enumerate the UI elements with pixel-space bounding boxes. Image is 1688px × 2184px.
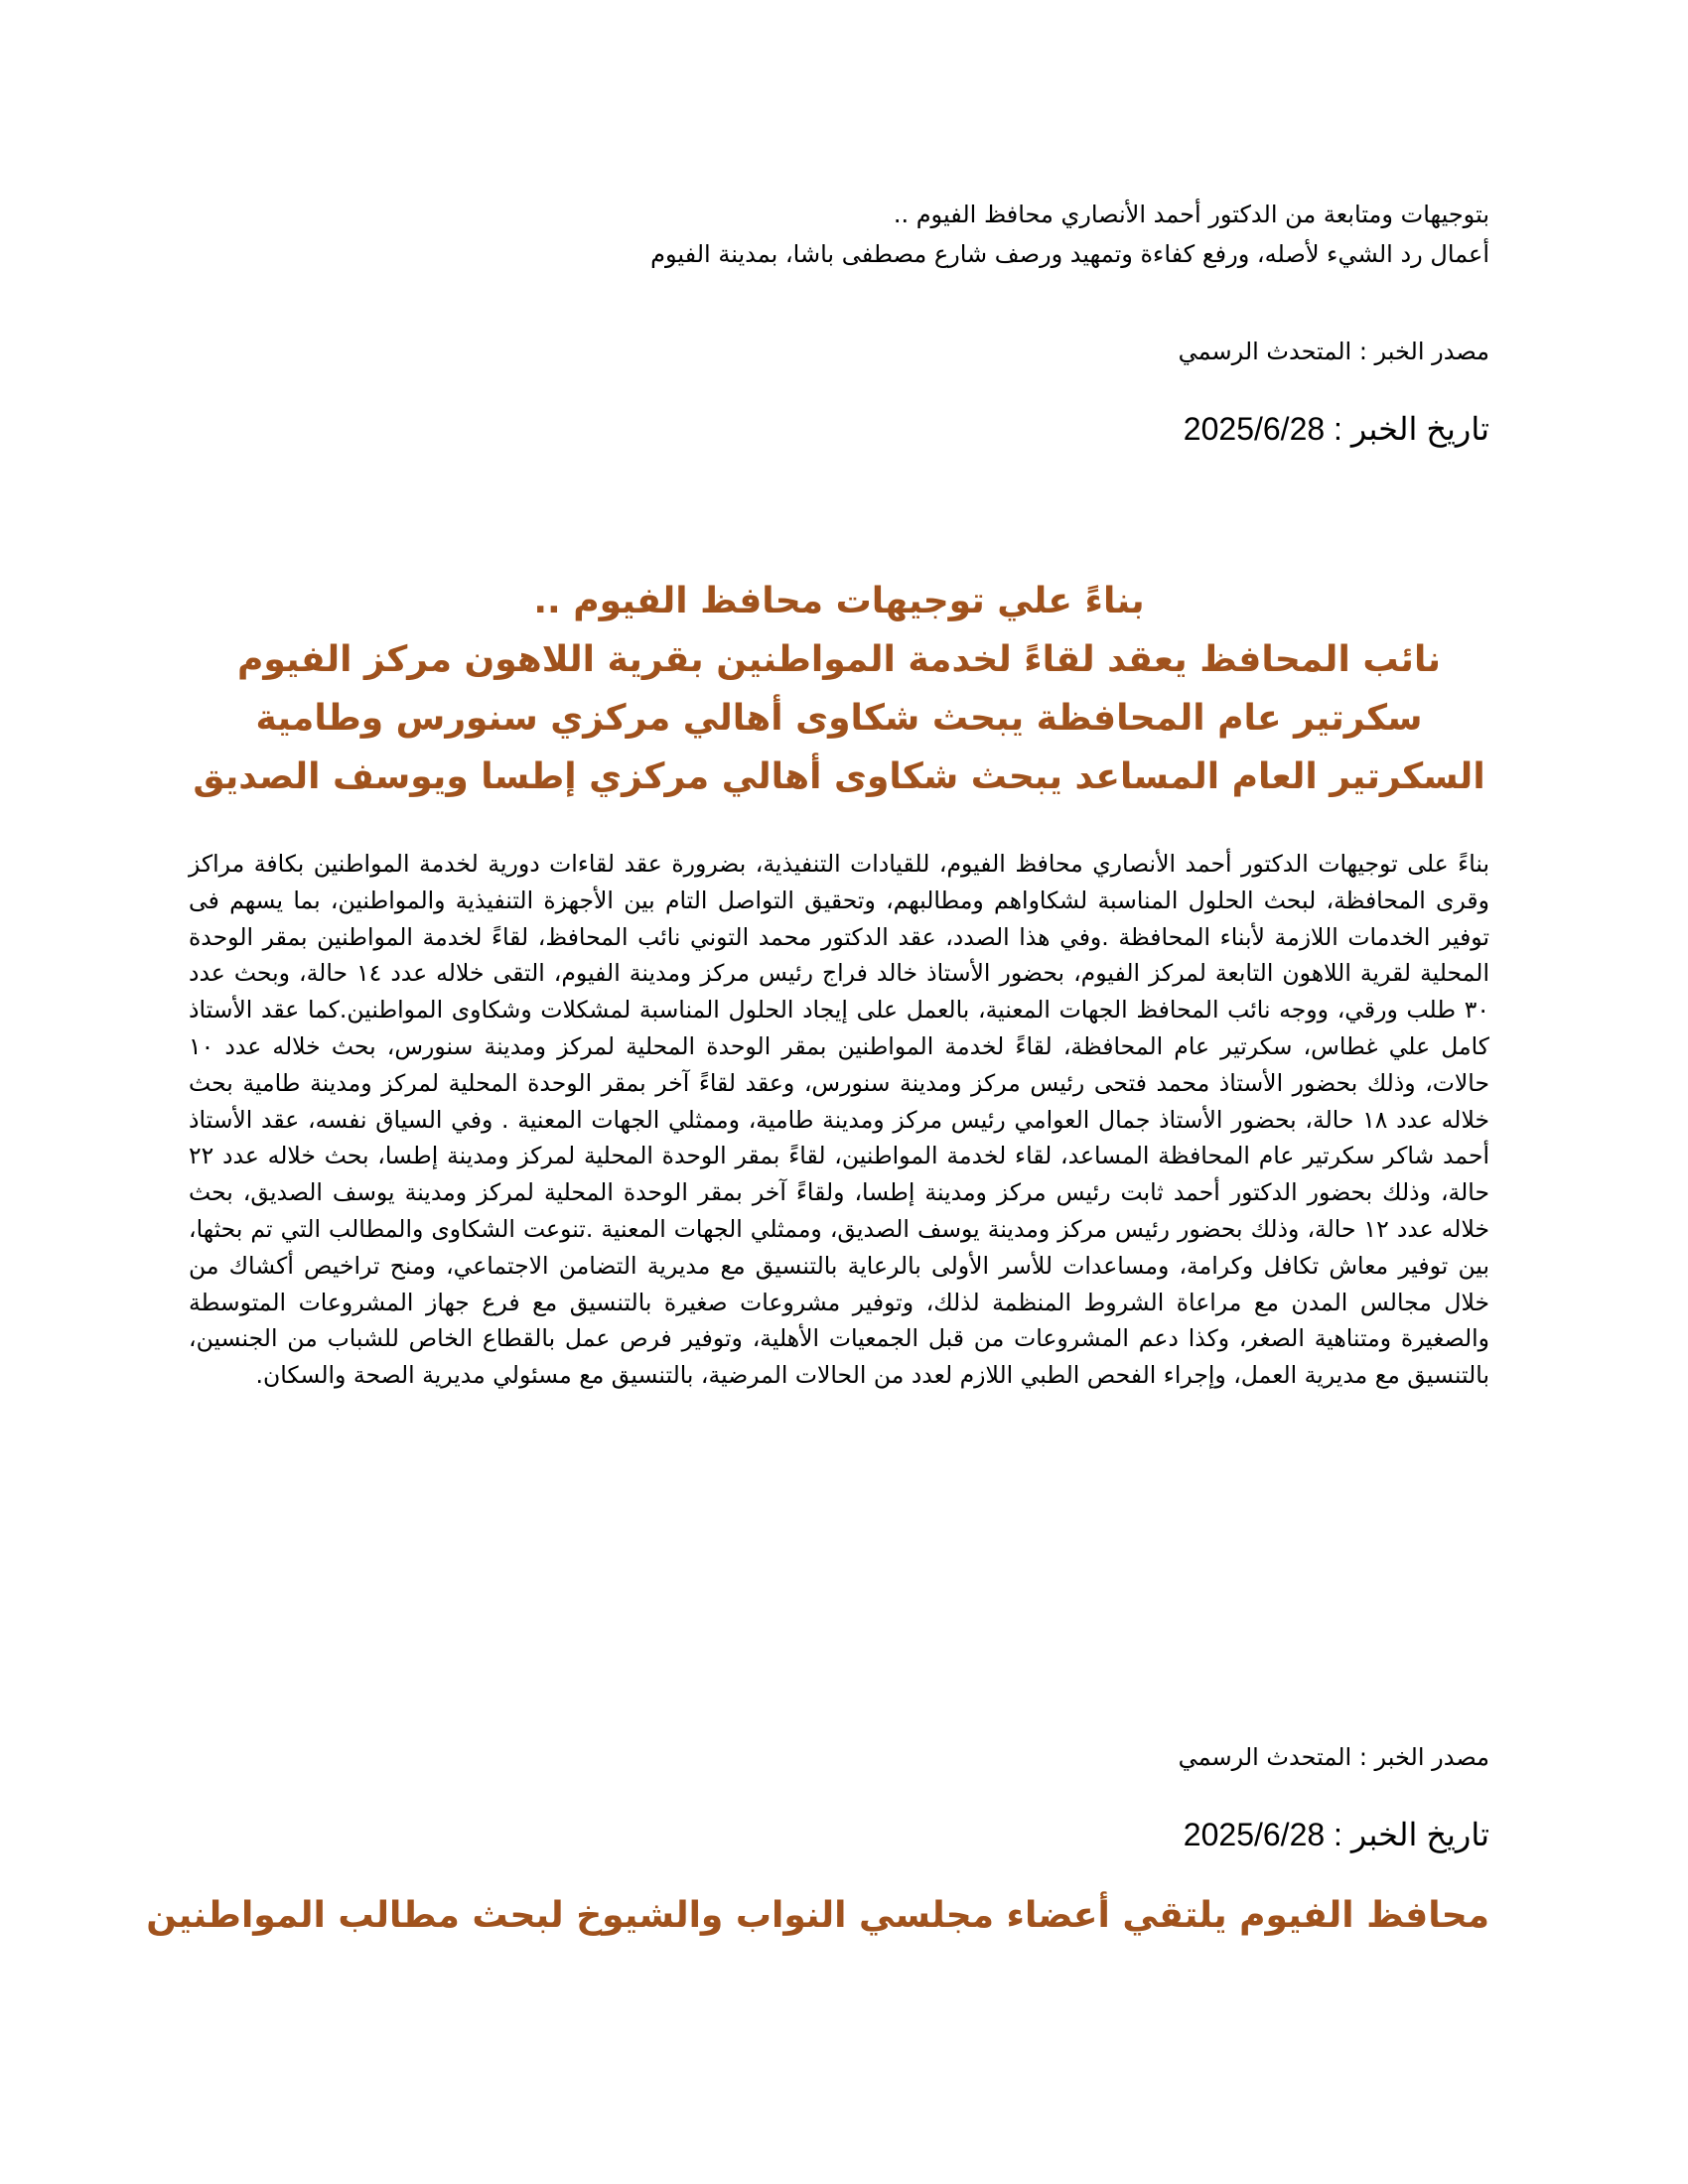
main-headline (189, 572, 1489, 806)
news-date: تاريخ الخبر : 2025/6/28 (1183, 411, 1489, 447)
news-source: مصدر الخبر : المتحدث الرسمي (1178, 338, 1489, 365)
footer-news-source: مصدر الخبر : المتحدث الرسمي (1178, 1743, 1489, 1771)
next-article-headline: محافظ الفيوم يلتقي أعضاء مجلسي النواب والشيوخ لبحث مطالب المواطنين (146, 1895, 1489, 1936)
intro-line-1: بتوجيهات ومتابعة من الدكتور أحمد الأنصاري محافظ الفيوم .. (893, 201, 1489, 228)
document-page (146, 0, 1489, 2184)
headline-line-2: نائب المحافظ يعقد لقاءً لخدمة المواطنين بقرية اللاهون مركز الفيوم (237, 639, 1441, 680)
intro-block (189, 195, 1489, 274)
headline-line-3: سكرتير عام المحافظة يبحث شكاوى أهالي مركزي سنورس وطامية (255, 698, 1423, 739)
headline-line-4: السكرتير العام المساعد يبحث شكاوى أهالي مركزي إطسا ويوسف الصديق (193, 756, 1485, 797)
footer-news-date: تاريخ الخبر : 2025/6/28 (1183, 1817, 1489, 1852)
headline-line-1: بناءً علي توجيهات محافظ الفيوم .. (533, 581, 1145, 621)
intro-line-2: أعمال رد الشيء لأصله، ورفع كفاءة وتمهيد ورصف شارع مصطفى باشا، بمدينة الفيوم (650, 240, 1489, 268)
article-body: بناءً على توجيهات الدكتور أحمد الأنصاري محافظ الفيوم، للقيادات التنفيذية، بضرورة عقد لقاءات دورية لخدمة المواطنين بكافة مراكز وقرى المحافظة، لبحث الحلول المناسبة لشكاواهم ومطالبهم، وتحقيق التواصل التام بين الأجهزة التنفيذية والمواطنين، بما يسهم فى توفير الخدمات اللازمة لأبناء المحافظة .وفي هذا الصدد، عقد الدكتور محمد التوني نائب المحافظ، لقاءً لخدمة المواطنين بمقر الوحدة المحلية لقرية اللاهون التابعة لمركز الفيوم، بحضور الأستاذ خالد فراج رئيس مركز ومدينة الفيوم، التقى خلاله عدد ١٤ حالة، وبحث عدد ٣٠ طلب ورقي، ووجه نائب المحافظ الجهات المعنية، بالعمل على إيجاد الحلول المناسبة لمشكلات وشكاوى المواطنين.كما عقد الأستاذ كامل علي غطاس، سكرتير عام المحافظة، لقاءً لخدمة المواطنين بمقر الوحدة المحلية لمركز ومدينة سنورس، بحث خلاله عدد ١٠ حالات، وذلك بحضور الأستاذ محمد فتحى رئيس مركز ومدينة سنورس، وعقد لقاءً آخر بمقر الوحدة المحلية لمركز ومدينة طامية بحث خلاله عدد ١٨ حالة، بحضور الأستاذ جمال العوامي رئيس مركز ومدينة طامية، وممثلي الجهات المعنية . وفي السياق نفسه، عقد الأستاذ أحمد شاكر سكرتير عام المحافظة المساعد، لقاء لخدمة المواطنين، لقاءً بمقر الوحدة المحلية لمركز ومدينة إطسا، بحث خلاله عدد ٢٢ حالة، وذلك بحضور الدكتور أحمد ثابت رئيس مركز ومدينة إطسا، ولقاءً آخر بمقر الوحدة المحلية لمركز ومدينة يوسف الصديق، بحث خلاله عدد ١٢ حالة، وذلك بحضور رئيس مركز ومدينة يوسف الصديق، وممثلي الجهات المعنية .تنوعت الشكاوى والمطالب التي تم بحثها، بين توفير معاش تكافل وكرامة، ومساعدات للأسر الأولى بالرعاية بالتنسيق مع مديرية التضامن الاجتماعي، ومنح تراخيص أكشاك من خلال مجالس المدن مع مراعاة الشروط المنظمة لذلك، وتوفير مشروعات صغيرة بالتنسيق مع فرع جهاز المشروعات المتوسطة والصغيرة ومتناهية الصغر، وكذا دعم المشروعات من قبل الجمعيات الأهلية، وتوفير فرص عمل بالقطاع الخاص للشباب من الجنسين، بالتنسيق مع مديرية العمل، وإجراء الفحص الطبي اللازم لعدد من الحالات المرضية، بالتنسيق مع مسئولي مديرية الصحة والسكان. (189, 850, 1489, 1390)
